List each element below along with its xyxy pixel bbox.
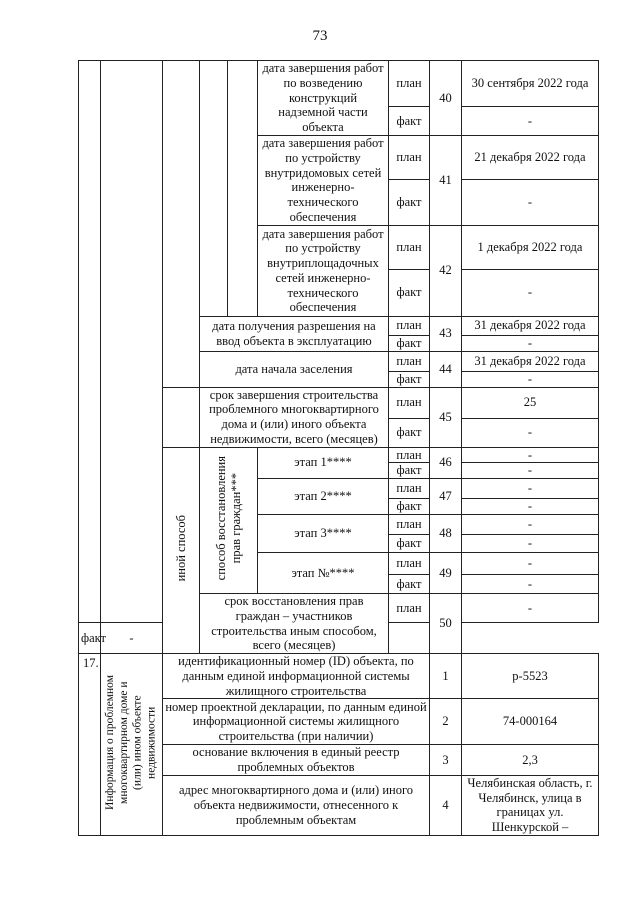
row-49-fact-label: факт [389,575,430,594]
row-48-label: этап 3**** [258,515,389,553]
blank-cell-d [200,61,228,317]
row-48-plan-label: план [389,515,430,535]
blank-cell-c [163,61,200,388]
row-49-number: 49 [430,553,462,594]
row-41-plan-value: 21 декабря 2022 года [462,135,599,179]
row-47-fact-label: факт [389,499,430,515]
row-49-label: этап №**** [258,553,389,594]
row-45-plan-label: план [389,387,430,418]
row-41-plan-label: план [389,135,430,179]
row-50-plan-value: - [462,594,599,623]
section-17-title-cell [101,654,163,836]
row-42-number: 42 [430,225,462,316]
row-44-fact-value: - [462,371,599,387]
row-41-fact-label: факт [389,179,430,225]
other-method-cell [163,447,200,654]
row-50-fact-value: - [101,623,163,654]
row-48-fact-label: факт [389,535,430,553]
restore-method-label: способ восстановления прав граждан*** [213,456,243,581]
row-40-label: дата завершения работ по возведению конструкций надземной части объекта [258,61,389,136]
s17-row-4-number: 4 [430,775,462,835]
row-47-label: этап 2**** [258,479,389,515]
row-47-plan-value: - [462,479,599,499]
row-46-number: 46 [430,447,462,479]
row-48-fact-value: - [462,535,599,553]
row-43-fact-label: факт [389,335,430,351]
row-50-number: 50 [430,594,462,654]
blank-cell-f [163,387,200,447]
s17-row-1-number: 1 [430,654,462,699]
row-50-label: срок восстановления прав граждан – участников строительства иным способом, всего (месяцев) [200,594,389,654]
row-42-label: дата завершения работ по устройству внутриплощадочных сетей инженерно-технического обеспечения [258,225,389,316]
row-45-fact-value: - [462,418,599,447]
row-46-fact-label: факт [389,463,430,479]
row-41-label: дата завершения работ по устройству внутридомовых сетей инженерно-технического обеспечения [258,135,389,225]
row-50-plan-label: план [389,594,430,623]
s17-row-2-number: 2 [430,699,462,745]
row-46-label: этап 1**** [258,447,389,479]
row-40-fact-label: факт [389,107,430,135]
row-44-label: дата начала заселения [200,351,389,387]
row-44-fact-label: факт [389,371,430,387]
blank-cell-a [79,61,101,623]
row-42-fact-value: - [462,269,599,316]
row-40-plan-label: план [389,61,430,107]
row-43-plan-label: план [389,316,430,335]
blank-cell-e [228,61,258,317]
row-43-number: 43 [430,316,462,351]
s17-row-3-label: основание включения в единый реестр проблемных объектов [163,745,430,776]
other-method-label: иной способ [173,515,188,582]
row-40-plan-value: 30 сентября 2022 года [462,61,599,107]
row-44-plan-label: план [389,351,430,371]
s17-row-3-value: 2,3 [462,745,599,776]
section-17-title: Информация о проблемном многоквартирном доме и (или) ином объекте недвижимости [103,675,158,810]
s17-row-4-label: адрес многоквартирного дома и (или) иного объекта недвижимости, отнесенного к проблемным объектам [163,775,430,835]
row-49-plan-value: - [462,553,599,575]
row-41-fact-value: - [462,179,599,225]
row-40-fact-value: - [462,107,599,135]
row-48-number: 48 [430,515,462,553]
row-45-label: срок завершения строительства проблемного многоквартирного дома и (или) иного объекта недвижимости, всего (месяцев) [200,387,389,447]
row-42-plan-value: 1 декабря 2022 года [462,225,599,269]
plan-fact-table [78,60,599,836]
restore-method-cell [200,447,258,594]
s17-row-1-value: р-5523 [462,654,599,699]
row-45-number: 45 [430,387,462,447]
s17-row-2-value: 74-000164 [462,699,599,745]
row-42-plan-label: план [389,225,430,269]
row-43-plan-value: 31 декабря 2022 года [462,316,599,335]
row-47-plan-label: план [389,479,430,499]
row-46-plan-value: - [462,447,599,463]
row-43-label: дата получения разрешения на ввод объекта в эксплуатацию [200,316,389,351]
s17-row-1-label: идентификационный номер (ID) объекта, по данным единой информационной системы жилищного строительства [163,654,430,699]
row-42-fact-label: факт [389,269,430,316]
row-44-number: 44 [430,351,462,387]
page-number: 73 [312,28,328,44]
row-49-plan-label: план [389,553,430,575]
blank-cell-b [101,61,163,623]
row-50-fact-label: факт [79,623,101,654]
row-43-fact-value: - [462,335,599,351]
row-45-fact-label: факт [389,418,430,447]
row-46-fact-value: - [462,463,599,479]
row-40-number: 40 [430,61,462,136]
row-47-number: 47 [430,479,462,515]
row-49-fact-value: - [462,575,599,594]
section-17-number: 17. [79,654,101,836]
row-44-plan-value: 31 декабря 2022 года [462,351,599,371]
row-45-plan-value: 25 [462,387,599,418]
row-46-plan-label: план [389,447,430,463]
row-47-fact-value: - [462,499,599,515]
row-41-number: 41 [430,135,462,225]
s17-row-2-label: номер проектной декларации, по данным единой информационной системы жилищного строительства (при наличии) [163,699,430,745]
s17-row-4-value: Челябинская область, г. Челябинск, улица в границах ул. Шенкурской – [462,775,599,835]
s17-row-3-number: 3 [430,745,462,776]
row-48-plan-value: - [462,515,599,535]
